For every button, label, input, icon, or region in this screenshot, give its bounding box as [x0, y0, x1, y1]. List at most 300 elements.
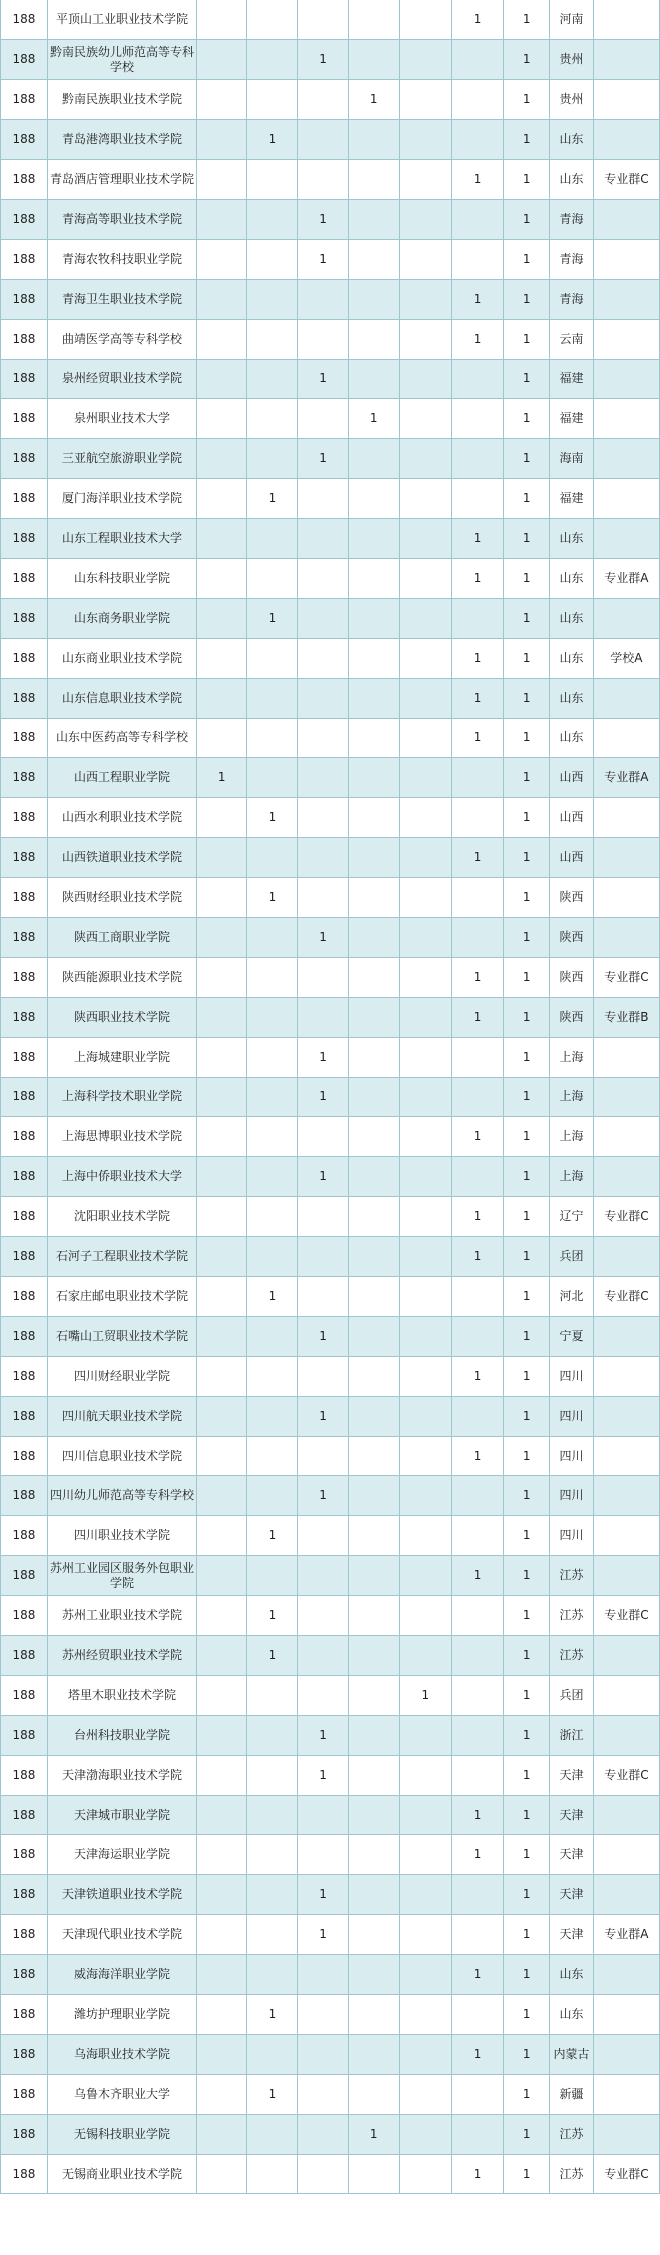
level-col-4-cell: [348, 1636, 399, 1676]
level-col-4-cell: [348, 1995, 399, 2035]
province-cell: 辽宁: [550, 1197, 594, 1237]
level-col-5-cell: [399, 120, 451, 160]
level-col-4-cell: [348, 798, 399, 838]
college-name-cell: 石河子工程职业技术学院: [47, 1237, 196, 1277]
rank-cell: 188: [1, 1556, 48, 1596]
total-cell: 1: [504, 2074, 550, 2114]
level-col-2-cell: [247, 1675, 298, 1715]
level-col-3-cell: [298, 878, 348, 918]
level-col-3-cell: [298, 479, 348, 519]
level-col-2-cell: [247, 0, 298, 40]
level-col-6-cell: [452, 1715, 504, 1755]
group-cell: 学校A: [593, 638, 659, 678]
table-row: [1, 838, 660, 878]
total-cell: 1: [504, 1715, 550, 1755]
college-name-cell: 天津铁道职业技术学院: [47, 1875, 196, 1915]
level-col-5-cell: [399, 1596, 451, 1636]
rank-cell: 188: [1, 479, 48, 519]
group-cell: [593, 120, 659, 160]
table-row: [1, 479, 660, 519]
rank-cell: 188: [1, 598, 48, 638]
group-cell: [593, 479, 659, 519]
rank-cell: 188: [1, 1636, 48, 1676]
level-col-4-cell: [348, 917, 399, 957]
rank-cell: 188: [1, 1835, 48, 1875]
rank-cell: 188: [1, 1915, 48, 1955]
level-col-3-cell: 1: [298, 1715, 348, 1755]
rank-cell: 188: [1, 2154, 48, 2194]
level-col-6-cell: [452, 798, 504, 838]
level-col-5-cell: [399, 1636, 451, 1676]
level-col-1-cell: [197, 957, 247, 997]
province-cell: 山东: [550, 718, 594, 758]
level-col-1-cell: [197, 1436, 247, 1476]
rank-cell: 188: [1, 1356, 48, 1396]
rank-cell: 188: [1, 1955, 48, 1995]
table-row: [1, 160, 660, 200]
level-col-5-cell: [399, 1755, 451, 1795]
table-row: [1, 638, 660, 678]
level-col-2-cell: [247, 439, 298, 479]
group-cell: [593, 1995, 659, 2035]
total-cell: 1: [504, 1556, 550, 1596]
level-col-5-cell: [399, 319, 451, 359]
province-cell: 陕西: [550, 997, 594, 1037]
group-cell: 专业群C: [593, 957, 659, 997]
group-cell: [593, 359, 659, 399]
level-col-2-cell: [247, 319, 298, 359]
rank-cell: 188: [1, 1077, 48, 1117]
table-row: [1, 598, 660, 638]
level-col-2-cell: 1: [247, 479, 298, 519]
table-row: [1, 399, 660, 439]
level-col-3-cell: 1: [298, 1396, 348, 1436]
table-row: [1, 1755, 660, 1795]
total-cell: 1: [504, 2034, 550, 2074]
college-name-cell: 山东信息职业技术学院: [47, 678, 196, 718]
level-col-6-cell: [452, 598, 504, 638]
level-col-1-cell: [197, 997, 247, 1037]
table-row: [1, 1356, 660, 1396]
level-col-5-cell: [399, 997, 451, 1037]
level-col-5-cell: [399, 558, 451, 598]
level-col-3-cell: 1: [298, 40, 348, 80]
province-cell: 上海: [550, 1117, 594, 1157]
level-col-1-cell: [197, 0, 247, 40]
rank-cell: 188: [1, 1037, 48, 1077]
level-col-2-cell: [247, 718, 298, 758]
level-col-1-cell: [197, 1915, 247, 1955]
level-col-4-cell: [348, 1596, 399, 1636]
level-col-6-cell: 1: [452, 838, 504, 878]
province-cell: 山东: [550, 558, 594, 598]
group-cell: 专业群C: [593, 1596, 659, 1636]
level-col-3-cell: [298, 120, 348, 160]
level-col-4-cell: [348, 638, 399, 678]
level-col-5-cell: [399, 1436, 451, 1476]
rank-cell: 188: [1, 160, 48, 200]
group-cell: [593, 2034, 659, 2074]
level-col-5-cell: [399, 1476, 451, 1516]
college-name-cell: 苏州工业园区服务外包职业学院: [47, 1556, 196, 1596]
college-name-cell: 上海科学技术职业学院: [47, 1077, 196, 1117]
level-col-6-cell: [452, 120, 504, 160]
level-col-3-cell: 1: [298, 917, 348, 957]
total-cell: 1: [504, 558, 550, 598]
college-name-cell: 威海海洋职业学院: [47, 1955, 196, 1995]
level-col-3-cell: [298, 2034, 348, 2074]
group-cell: 专业群C: [593, 2154, 659, 2194]
rank-cell: 188: [1, 2114, 48, 2154]
total-cell: 1: [504, 1157, 550, 1197]
level-col-5-cell: [399, 80, 451, 120]
rank-cell: 188: [1, 1117, 48, 1157]
table-row: [1, 1436, 660, 1476]
total-cell: 1: [504, 160, 550, 200]
group-cell: [593, 1835, 659, 1875]
group-cell: [593, 917, 659, 957]
college-name-cell: 青海农牧科技职业学院: [47, 239, 196, 279]
level-col-3-cell: 1: [298, 1915, 348, 1955]
group-cell: [593, 519, 659, 559]
level-col-6-cell: 1: [452, 1237, 504, 1277]
level-col-1-cell: [197, 1117, 247, 1157]
total-cell: 1: [504, 638, 550, 678]
level-col-5-cell: [399, 479, 451, 519]
table-row: [1, 279, 660, 319]
level-col-4-cell: [348, 1835, 399, 1875]
rank-cell: 188: [1, 1516, 48, 1556]
level-col-3-cell: [298, 2074, 348, 2114]
level-col-2-cell: [247, 1077, 298, 1117]
level-col-4-cell: 1: [348, 80, 399, 120]
college-name-cell: 陕西职业技术学院: [47, 997, 196, 1037]
level-col-2-cell: [247, 638, 298, 678]
rank-cell: 188: [1, 1476, 48, 1516]
level-col-1-cell: [197, 399, 247, 439]
level-col-5-cell: [399, 718, 451, 758]
group-cell: [593, 1037, 659, 1077]
rank-cell: 188: [1, 1237, 48, 1277]
level-col-4-cell: [348, 1117, 399, 1157]
level-col-1-cell: [197, 2074, 247, 2114]
level-col-3-cell: [298, 638, 348, 678]
level-col-6-cell: [452, 239, 504, 279]
level-col-6-cell: [452, 1157, 504, 1197]
group-cell: [593, 1675, 659, 1715]
level-col-3-cell: [298, 1277, 348, 1317]
level-col-3-cell: [298, 1675, 348, 1715]
table-row: [1, 1037, 660, 1077]
level-col-3-cell: [298, 1795, 348, 1835]
college-name-cell: 乌鲁木齐职业大学: [47, 2074, 196, 2114]
level-col-4-cell: [348, 878, 399, 918]
level-col-2-cell: 1: [247, 120, 298, 160]
rank-cell: 188: [1, 997, 48, 1037]
college-name-cell: 四川职业技术学院: [47, 1516, 196, 1556]
level-col-4-cell: [348, 120, 399, 160]
level-col-5-cell: [399, 279, 451, 319]
college-name-cell: 苏州工业职业技术学院: [47, 1596, 196, 1636]
group-cell: [593, 399, 659, 439]
province-cell: 山东: [550, 638, 594, 678]
level-col-2-cell: 1: [247, 1596, 298, 1636]
level-col-5-cell: [399, 878, 451, 918]
level-col-1-cell: [197, 1197, 247, 1237]
level-col-4-cell: [348, 1516, 399, 1556]
level-col-6-cell: 1: [452, 558, 504, 598]
group-cell: [593, 598, 659, 638]
college-name-cell: 石嘴山工贸职业技术学院: [47, 1316, 196, 1356]
rank-cell: 188: [1, 558, 48, 598]
level-col-4-cell: [348, 1237, 399, 1277]
level-col-3-cell: 1: [298, 1037, 348, 1077]
province-cell: 内蒙古: [550, 2034, 594, 2074]
table-row: [1, 1157, 660, 1197]
group-cell: [593, 1875, 659, 1915]
table-row: [1, 1077, 660, 1117]
level-col-2-cell: [247, 1835, 298, 1875]
table-row: [1, 1316, 660, 1356]
total-cell: 1: [504, 1596, 550, 1636]
level-col-2-cell: [247, 519, 298, 559]
table-row: [1, 1875, 660, 1915]
level-col-3-cell: [298, 1197, 348, 1237]
group-cell: [593, 1795, 659, 1835]
level-col-3-cell: [298, 997, 348, 1037]
level-col-3-cell: [298, 1556, 348, 1596]
total-cell: 1: [504, 838, 550, 878]
college-name-cell: 泉州经贸职业技术学院: [47, 359, 196, 399]
group-cell: [593, 1356, 659, 1396]
total-cell: 1: [504, 399, 550, 439]
level-col-6-cell: 1: [452, 718, 504, 758]
level-col-2-cell: [247, 2034, 298, 2074]
level-col-1-cell: [197, 1995, 247, 2035]
level-col-6-cell: 1: [452, 1556, 504, 1596]
college-name-cell: 山东商务职业学院: [47, 598, 196, 638]
total-cell: 1: [504, 40, 550, 80]
level-col-5-cell: [399, 598, 451, 638]
level-col-4-cell: [348, 1356, 399, 1396]
level-col-2-cell: [247, 838, 298, 878]
level-col-2-cell: [247, 1955, 298, 1995]
level-col-6-cell: 1: [452, 2034, 504, 2074]
group-cell: 专业群C: [593, 1755, 659, 1795]
level-col-6-cell: 1: [452, 1436, 504, 1476]
province-cell: 上海: [550, 1037, 594, 1077]
level-col-4-cell: [348, 1197, 399, 1237]
college-name-cell: 潍坊护理职业学院: [47, 1995, 196, 2035]
total-cell: 1: [504, 1436, 550, 1476]
college-name-cell: 上海城建职业学院: [47, 1037, 196, 1077]
college-name-cell: 厦门海洋职业技术学院: [47, 479, 196, 519]
total-cell: 1: [504, 199, 550, 239]
level-col-1-cell: [197, 160, 247, 200]
level-col-2-cell: [247, 1117, 298, 1157]
level-col-6-cell: [452, 479, 504, 519]
group-cell: [593, 239, 659, 279]
level-col-6-cell: 1: [452, 1795, 504, 1835]
level-col-3-cell: 1: [298, 1157, 348, 1197]
province-cell: 新疆: [550, 2074, 594, 2114]
level-col-1-cell: [197, 1237, 247, 1277]
level-col-6-cell: [452, 1596, 504, 1636]
table-row: [1, 1995, 660, 2035]
level-col-1-cell: [197, 199, 247, 239]
level-col-3-cell: [298, 319, 348, 359]
level-col-3-cell: 1: [298, 359, 348, 399]
level-col-6-cell: 1: [452, 160, 504, 200]
level-col-6-cell: [452, 2114, 504, 2154]
group-cell: [593, 1316, 659, 1356]
level-col-5-cell: [399, 2074, 451, 2114]
level-col-1-cell: [197, 2114, 247, 2154]
level-col-2-cell: 1: [247, 1516, 298, 1556]
total-cell: 1: [504, 1396, 550, 1436]
total-cell: 1: [504, 957, 550, 997]
level-col-4-cell: [348, 1795, 399, 1835]
rank-cell: 188: [1, 917, 48, 957]
level-col-4-cell: [348, 718, 399, 758]
level-col-5-cell: [399, 2114, 451, 2154]
province-cell: 云南: [550, 319, 594, 359]
level-col-6-cell: [452, 2074, 504, 2114]
table-row: [1, 1516, 660, 1556]
level-col-2-cell: 1: [247, 2074, 298, 2114]
table-row: [1, 997, 660, 1037]
table-row: [1, 519, 660, 559]
level-col-4-cell: [348, 1675, 399, 1715]
level-col-2-cell: [247, 1436, 298, 1476]
level-col-3-cell: [298, 957, 348, 997]
level-col-6-cell: [452, 1277, 504, 1317]
rank-cell: 188: [1, 2074, 48, 2114]
level-col-5-cell: [399, 1356, 451, 1396]
province-cell: 贵州: [550, 40, 594, 80]
level-col-6-cell: 1: [452, 519, 504, 559]
table-row: [1, 798, 660, 838]
college-name-cell: 天津城市职业学院: [47, 1795, 196, 1835]
province-cell: 四川: [550, 1436, 594, 1476]
level-col-1-cell: [197, 1636, 247, 1676]
total-cell: 1: [504, 80, 550, 120]
province-cell: 天津: [550, 1835, 594, 1875]
group-cell: [593, 718, 659, 758]
level-col-5-cell: [399, 1915, 451, 1955]
province-cell: 江苏: [550, 2154, 594, 2194]
college-name-cell: 天津渤海职业技术学院: [47, 1755, 196, 1795]
college-name-cell: 四川财经职业学院: [47, 1356, 196, 1396]
total-cell: 1: [504, 279, 550, 319]
rank-cell: 188: [1, 2034, 48, 2074]
table-row: [1, 1237, 660, 1277]
rank-cell: 188: [1, 1277, 48, 1317]
group-cell: [593, 279, 659, 319]
group-cell: [593, 1516, 659, 1556]
rank-cell: 188: [1, 40, 48, 80]
rank-cell: 188: [1, 319, 48, 359]
province-cell: 青海: [550, 239, 594, 279]
province-cell: 浙江: [550, 1715, 594, 1755]
college-name-cell: 上海中侨职业技术大学: [47, 1157, 196, 1197]
group-cell: 专业群A: [593, 758, 659, 798]
college-name-cell: 台州科技职业学院: [47, 1715, 196, 1755]
group-cell: [593, 798, 659, 838]
level-col-4-cell: [348, 2074, 399, 2114]
group-cell: [593, 1636, 659, 1676]
level-col-6-cell: 1: [452, 1117, 504, 1157]
total-cell: 1: [504, 1995, 550, 2035]
province-cell: 江苏: [550, 1556, 594, 1596]
total-cell: 1: [504, 2114, 550, 2154]
level-col-3-cell: 1: [298, 1755, 348, 1795]
table-row: [1, 2074, 660, 2114]
group-cell: [593, 439, 659, 479]
level-col-2-cell: [247, 917, 298, 957]
total-cell: 1: [504, 1875, 550, 1915]
level-col-6-cell: [452, 1316, 504, 1356]
level-col-3-cell: [298, 1835, 348, 1875]
level-col-2-cell: [247, 1037, 298, 1077]
college-name-cell: 黔南民族幼儿师范高等专科学校: [47, 40, 196, 80]
level-col-1-cell: [197, 1715, 247, 1755]
level-col-6-cell: 1: [452, 1197, 504, 1237]
table-row: [1, 1795, 660, 1835]
level-col-4-cell: [348, 479, 399, 519]
level-col-5-cell: [399, 439, 451, 479]
group-cell: [593, 1476, 659, 1516]
rank-cell: 188: [1, 399, 48, 439]
province-cell: 山东: [550, 678, 594, 718]
group-cell: [593, 1117, 659, 1157]
level-col-4-cell: [348, 1556, 399, 1596]
level-col-5-cell: [399, 1995, 451, 2035]
province-cell: 陕西: [550, 917, 594, 957]
level-col-2-cell: 1: [247, 1636, 298, 1676]
level-col-2-cell: [247, 1556, 298, 1596]
total-cell: 1: [504, 678, 550, 718]
level-col-3-cell: [298, 399, 348, 439]
level-col-6-cell: [452, 1077, 504, 1117]
college-name-cell: 山西水利职业技术学院: [47, 798, 196, 838]
level-col-5-cell: [399, 1875, 451, 1915]
rank-cell: 188: [1, 239, 48, 279]
total-cell: 1: [504, 519, 550, 559]
rank-cell: 188: [1, 0, 48, 40]
level-col-3-cell: [298, 1636, 348, 1676]
province-cell: 江苏: [550, 1636, 594, 1676]
level-col-2-cell: [247, 678, 298, 718]
level-col-4-cell: [348, 558, 399, 598]
table-row: [1, 1715, 660, 1755]
group-cell: 专业群C: [593, 1277, 659, 1317]
level-col-5-cell: [399, 2154, 451, 2194]
total-cell: 1: [504, 439, 550, 479]
level-col-4-cell: [348, 439, 399, 479]
college-name-cell: 青岛港湾职业技术学院: [47, 120, 196, 160]
college-name-cell: 无锡商业职业技术学院: [47, 2154, 196, 2194]
college-name-cell: 山西铁道职业技术学院: [47, 838, 196, 878]
level-col-2-cell: [247, 1715, 298, 1755]
level-col-4-cell: [348, 1875, 399, 1915]
table-row: [1, 2034, 660, 2074]
rank-cell: 188: [1, 1715, 48, 1755]
college-name-cell: 沈阳职业技术学院: [47, 1197, 196, 1237]
level-col-6-cell: 1: [452, 638, 504, 678]
province-cell: 福建: [550, 479, 594, 519]
table-row: [1, 120, 660, 160]
